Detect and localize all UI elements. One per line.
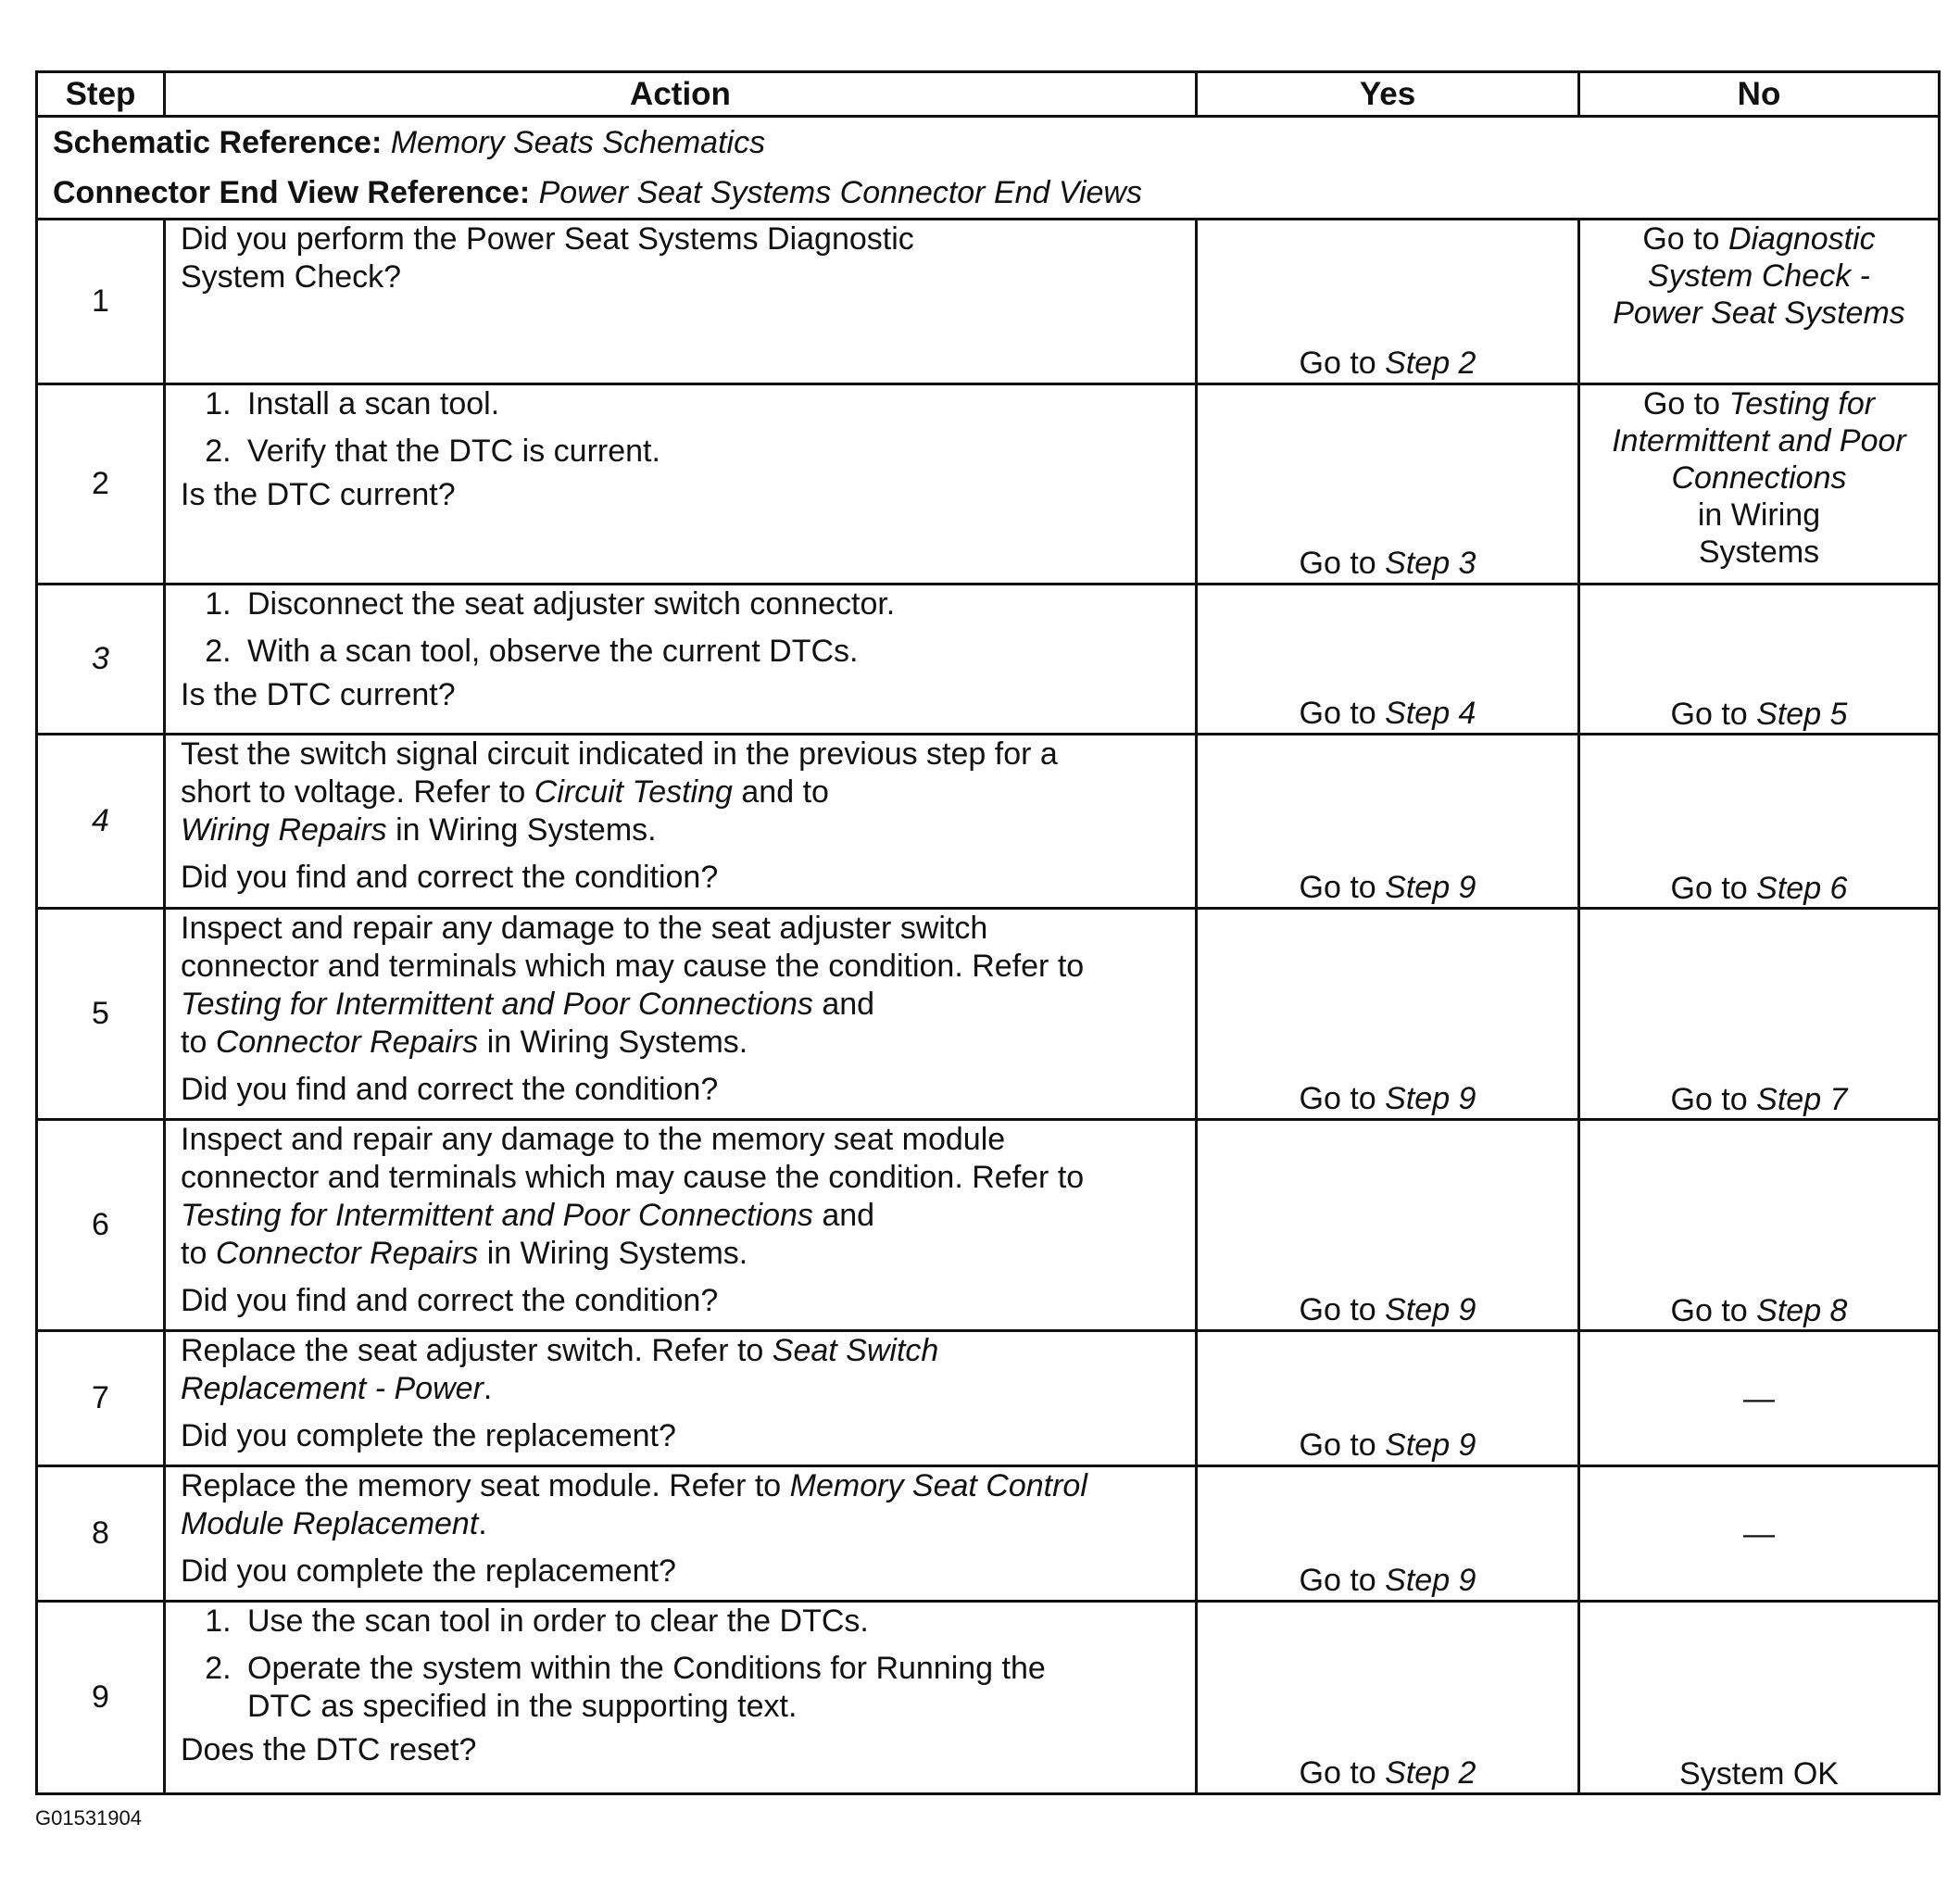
yes-step-link[interactable]: Step 9 [1385, 1427, 1476, 1463]
reference-link[interactable]: Testing for Intermittent and Poor Connections [181, 1198, 813, 1233]
list-item: 2. With a scan tool, observe the current DTCs. [240, 633, 1180, 671]
connector-reference-label: Connector End View Reference: [53, 175, 531, 210]
schematic-reference [53, 118, 1923, 168]
reference-link[interactable]: Circuit Testing [534, 774, 733, 810]
list-item: 2. Verify that the DTC is current. [240, 433, 1180, 471]
reference-link[interactable]: Replacement - Power [181, 1371, 484, 1406]
action-cell [165, 585, 1197, 735]
yes-cell[interactable]: Go to Step 3 [1197, 384, 1579, 585]
step-number: 2 [37, 384, 165, 585]
no-cell: — [1579, 1466, 1940, 1602]
action-question: Did you find and correct the condition? [181, 1283, 719, 1318]
no-step-link[interactable]: Testing for [1728, 386, 1876, 421]
no-cell[interactable]: Go to Testing for Intermittent and Poor Connections in Wiring Systems [1579, 384, 1940, 585]
action-question: Did you complete the replacement? [181, 1418, 676, 1453]
reference-link[interactable]: Testing for Intermittent and Poor Connections [181, 987, 813, 1022]
table-row [37, 909, 1940, 1120]
yes-cell[interactable]: Go to Step 9 [1197, 1120, 1579, 1331]
header-no: No [1579, 72, 1940, 117]
header-step: Step [37, 72, 165, 117]
reference-link[interactable]: Wiring Repairs [181, 812, 387, 848]
reference-cell [37, 117, 1940, 220]
yes-cell[interactable]: Go to Step 4 [1197, 585, 1579, 735]
yes-step-link[interactable]: Step 2 [1385, 1755, 1476, 1791]
no-step-link[interactable]: Step 6 [1756, 871, 1848, 906]
no-step-link[interactable]: Diagnostic [1728, 221, 1876, 257]
yes-cell[interactable]: Go to Step 9 [1197, 735, 1579, 909]
action-question: System Check? [181, 259, 402, 295]
action-question: Does the DTC reset? [181, 1732, 477, 1767]
header-action: Action [165, 72, 1197, 117]
no-cell[interactable]: Go to Step 5 [1579, 585, 1940, 735]
step-number: 8 [37, 1466, 165, 1602]
yes-cell[interactable]: Go to Step 9 [1197, 1466, 1579, 1602]
table-row [37, 1120, 1940, 1331]
yes-step-link[interactable]: Step 9 [1385, 870, 1476, 905]
step-number: 4 [37, 735, 165, 909]
no-step-link[interactable]: Step 8 [1756, 1293, 1848, 1328]
yes-cell[interactable]: Go to Step 9 [1197, 1331, 1579, 1466]
action-cell [165, 220, 1197, 384]
action-cell: Test the switch signal circuit indicated in the previous step for a short to voltage. Refer to Circuit Testing and to Wiring Repairs in Wiring Systems. Did you find and correct the condition? [165, 735, 1197, 909]
reference-link[interactable]: Seat Switch [772, 1333, 939, 1368]
step-number: 5 [37, 909, 165, 1120]
table-row [37, 1602, 1940, 1794]
no-cell[interactable]: Go to Step 8 [1579, 1120, 1940, 1331]
step-number: 1 [37, 220, 165, 384]
action-question: Did you find and correct the condition? [181, 860, 719, 895]
no-cell[interactable]: Go to Diagnostic System Check - Power Seat Systems [1579, 220, 1940, 384]
reference-link[interactable]: Connector Repairs [215, 1025, 479, 1060]
connector-reference [53, 168, 1923, 218]
no-cell: — [1579, 1331, 1940, 1466]
action-list [181, 585, 1180, 671]
action-cell [165, 384, 1197, 585]
yes-step-link[interactable]: Step 9 [1385, 1081, 1476, 1116]
action-question: Is the DTC current? [181, 677, 456, 712]
yes-step-link[interactable]: Step 2 [1385, 346, 1476, 381]
yes-step-link[interactable]: Step 9 [1385, 1292, 1476, 1327]
reference-row [37, 117, 1940, 220]
yes-step-link[interactable]: Step 4 [1385, 696, 1476, 731]
reference-link[interactable]: Connector Repairs [215, 1236, 479, 1271]
list-item: 2. Operate the system within the Conditions for Running the DTC as specified in the supporting text. [240, 1650, 1180, 1726]
list-item: 1. Use the scan tool in order to clear the DTCs. [240, 1603, 1180, 1641]
connector-reference-link[interactable]: Power Seat Systems Connector End Views [538, 175, 1142, 210]
step-number: 7 [37, 1331, 165, 1466]
yes-cell[interactable]: Go to Step 2 [1197, 1602, 1579, 1794]
action-question: Did you complete the replacement? [181, 1553, 676, 1589]
table-row [37, 585, 1940, 735]
no-step-link[interactable]: Step 5 [1756, 697, 1848, 732]
action-cell: Replace the seat adjuster switch. Refer to Seat Switch Replacement - Power. Did you complete the replacement? [165, 1331, 1197, 1466]
action-question: Did you find and correct the condition? [181, 1072, 719, 1107]
header-row [37, 72, 1940, 117]
list-item: 1. Install a scan tool. [240, 385, 1180, 423]
header-yes: Yes [1197, 72, 1579, 117]
table-row [37, 1466, 1940, 1602]
schematic-reference-label: Schematic Reference: [53, 125, 383, 160]
reference-link[interactable]: Module Replacement [181, 1506, 479, 1541]
action-cell: Inspect and repair any damage to the memory seat module connector and terminals which may cause the condition. Refer to Testing for Intermittent and Poor Connections and to Connector Repairs in Wiring Systems. Did you find and correct the condition? [165, 1120, 1197, 1331]
action-question: Is the DTC current? [181, 477, 456, 512]
action-cell: Replace the memory seat module. Refer to Memory Seat Control Module Replacement. Did you complete the replacement? [165, 1466, 1197, 1602]
no-cell: System OK [1579, 1602, 1940, 1794]
yes-step-link[interactable]: Step 9 [1385, 1563, 1476, 1598]
yes-step-link[interactable]: Step 3 [1385, 546, 1476, 581]
action-cell [165, 1602, 1197, 1794]
schematic-reference-link[interactable]: Memory Seats Schematics [390, 125, 766, 160]
step-number: 3 [37, 585, 165, 735]
table-row [37, 1331, 1940, 1466]
table-row [37, 220, 1940, 384]
no-step-link[interactable]: Step 7 [1756, 1082, 1848, 1117]
table-row [37, 384, 1940, 585]
no-cell[interactable]: Go to Step 7 [1579, 909, 1940, 1120]
table-row [37, 735, 1940, 909]
yes-cell[interactable]: Go to Step 2 [1197, 220, 1579, 384]
figure-id: G01531904 [35, 1806, 142, 1829]
action-list [181, 385, 1180, 471]
diagnostic-table [35, 70, 1941, 1795]
step-number: 9 [37, 1602, 165, 1794]
no-cell[interactable]: Go to Step 6 [1579, 735, 1940, 909]
action-text: Did you perform the Power Seat Systems Diagnostic [181, 221, 914, 257]
action-list [181, 1603, 1180, 1726]
yes-cell[interactable]: Go to Step 9 [1197, 909, 1579, 1120]
reference-link[interactable]: Memory Seat Control [789, 1468, 1087, 1503]
step-number: 6 [37, 1120, 165, 1331]
action-cell: Inspect and repair any damage to the seat adjuster switch connector and terminals which may cause the condition. Refer to Testing for Intermittent and Poor Connections and to Connector Repairs in Wiring Systems. Did you find and correct the condition? [165, 909, 1197, 1120]
list-item: 1. Disconnect the seat adjuster switch connector. [240, 585, 1180, 623]
